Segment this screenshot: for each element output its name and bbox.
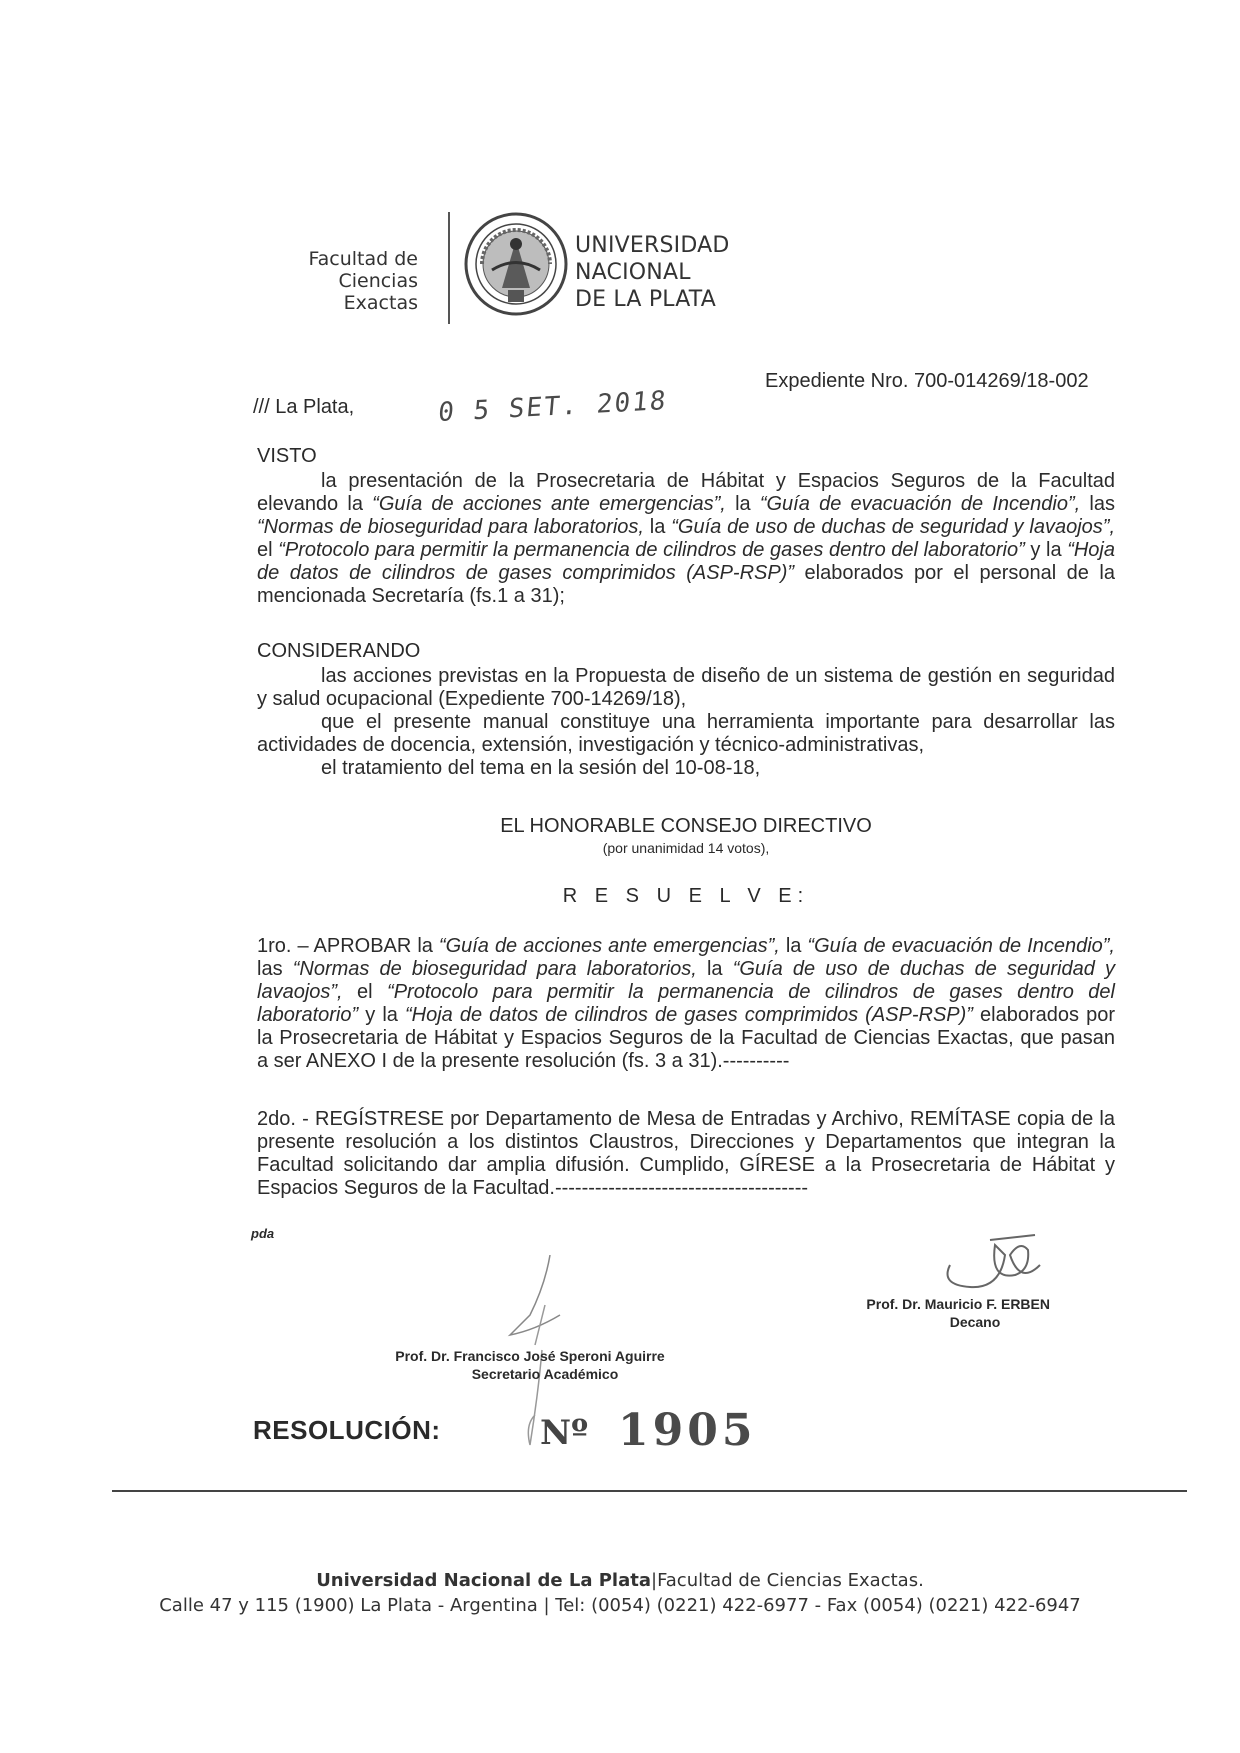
considerando-item: las acciones previstas en la Propuesta de diseño de un sistema de gestión en seguridad y salud ocupacional (Expediente 700-14269/18), bbox=[257, 665, 1115, 710]
footer-address: Calle 47 y 115 (1900) La Plata - Argentina | Tel: (0054) (0221) 422-6977 - Fax (0054) (0221) 422-6947 bbox=[159, 1595, 1081, 1616]
secretary-signatory bbox=[360, 1347, 700, 1383]
article-1-text: elaborados por la Prosecretaria de Hábitat y Espacios Seguros de la Facultad de Ciencias Exactas, que pasan a ser ANEXO I de la presente resolución (fs. 3 a 31).---------- bbox=[257, 1004, 1116, 1072]
faculty-name-line1: Facultad de bbox=[308, 248, 418, 270]
visto-text: las bbox=[1080, 493, 1115, 515]
dean-signature-icon bbox=[920, 1225, 1070, 1300]
dean-name: Prof. Dr. Mauricio F. ERBEN bbox=[866, 1296, 1050, 1312]
university-seal-icon bbox=[462, 210, 570, 318]
article-1-doc-title: “Hoja de datos de cilindros de gases comprimidos (ASP-RSP)” bbox=[404, 1004, 973, 1026]
visto-text: el bbox=[257, 539, 279, 561]
university-name-line2: NACIONAL bbox=[575, 260, 691, 285]
faculty-name bbox=[268, 248, 418, 314]
resuelve-heading: R E S U E L V E: bbox=[562, 885, 810, 907]
article-1-text: el bbox=[342, 981, 388, 1003]
visto-text: la bbox=[643, 516, 672, 538]
resolution-number: 1905 bbox=[618, 1405, 757, 1456]
place-label: /// La Plata, bbox=[253, 396, 355, 418]
visto-text: elaborados por el personal de la mencionada Secretaría (fs.1 a 31); bbox=[257, 562, 1115, 607]
considerando-item: que el presente manual constituye una herramienta importante para desarrollar las actividades de docencia, extensión, investigación y técnico-administrativas, bbox=[257, 711, 1115, 756]
university-name-line3: DE LA PLATA bbox=[575, 287, 716, 312]
visto-doc-title: “Hoja de datos de cilindros de gases comprimidos (ASP-RSP)” bbox=[257, 539, 1115, 584]
visto-text: la bbox=[725, 493, 760, 515]
considerando-item: el tratamiento del tema en la sesión del 10-08-18, bbox=[321, 757, 761, 779]
considerando-paragraphs bbox=[257, 665, 1115, 780]
article-1-text: las bbox=[257, 958, 293, 980]
article-1-doc-title: “Protocolo para permitir la permanencia de cilindros de gases dentro del laboratorio” bbox=[257, 981, 1115, 1026]
dean-signatory bbox=[860, 1295, 1050, 1331]
article-1-text: 1ro. – APROBAR la bbox=[257, 935, 439, 957]
visto-text: la presentación de la Prosecretaria de Hábitat y Espacios Seguros de la Facultad elevando la bbox=[257, 470, 1115, 515]
visto-paragraph bbox=[257, 470, 1115, 608]
resolution-number-mark: Nº bbox=[540, 1413, 589, 1453]
visto-doc-title: “Guía de evacuación de Incendio”, bbox=[759, 493, 1081, 515]
footer-faculty: Facultad de Ciencias Exactas. bbox=[657, 1570, 924, 1591]
date-stamp: 0 5 SET. 2018 bbox=[436, 385, 669, 429]
article-1-text: la bbox=[696, 958, 733, 980]
article-1-text: y la bbox=[358, 1004, 405, 1026]
article-1-text: la bbox=[779, 935, 808, 957]
header-divider bbox=[448, 212, 450, 324]
secretary-name: Prof. Dr. Francisco José Speroni Aguirre bbox=[395, 1348, 665, 1364]
article-1-doc-title: “Normas de bioseguridad para laboratorios, bbox=[292, 958, 697, 980]
visto-doc-title: “Protocolo para permitir la permanencia de cilindros de gases dentro del laboratorio” bbox=[278, 539, 1025, 561]
footer-org: Universidad Nacional de La Plata bbox=[316, 1570, 651, 1591]
article-1-doc-title: “Guía de evacuación de Incendio”, bbox=[807, 935, 1115, 957]
university-name bbox=[575, 232, 729, 313]
article-1-doc-title: “Guía de acciones ante emergencias”, bbox=[438, 935, 780, 957]
footer-separator: | bbox=[651, 1570, 658, 1591]
visto-doc-title: “Normas de bioseguridad para laboratorios, bbox=[257, 516, 644, 538]
article-1 bbox=[257, 935, 1115, 1073]
file-number: Expediente Nro. 700-014269/18-002 bbox=[765, 370, 1089, 392]
university-name-line1: UNIVERSIDAD bbox=[575, 233, 730, 258]
council-title: EL HONORABLE CONSEJO DIRECTIVO bbox=[500, 815, 872, 837]
secretary-role: Secretario Académico bbox=[471, 1366, 619, 1382]
considerando-heading: CONSIDERANDO bbox=[257, 640, 421, 662]
resolution-label: RESOLUCIÓN: bbox=[253, 1415, 441, 1445]
visto-doc-title: “Guía de acciones ante emergencias”, bbox=[372, 493, 726, 515]
council-vote: (por unanimidad 14 votos), bbox=[602, 840, 770, 856]
footer-org-line bbox=[0, 1570, 1240, 1591]
visto-heading: VISTO bbox=[257, 445, 317, 467]
visto-doc-title: “Guía de uso de duchas de seguridad y lavaojos”, bbox=[671, 516, 1115, 538]
faculty-name-line2: Ciencias Exactas bbox=[338, 270, 418, 314]
visto-text: y la bbox=[1024, 539, 1068, 561]
article-2: 2do. - REGÍSTRESE por Departamento de Mesa de Entradas y Archivo, REMÍTASE copia de la presente resolución a los distintos Claustros, Direcciones y Departamentos que integran la Facultad solicitando dar amplia difusión. Cumplido, GÍRESE a la Prosecretaria de Hábitat y Espacios Seguros de la Facultad.-------------------------------------- bbox=[257, 1108, 1115, 1199]
footer-divider bbox=[112, 1490, 1187, 1492]
typist-initials: pda bbox=[251, 1226, 275, 1241]
dean-role: Decano bbox=[949, 1314, 1001, 1330]
article-1-doc-title: “Guía de uso de duchas de seguridad y lavaojos”, bbox=[257, 958, 1116, 1003]
